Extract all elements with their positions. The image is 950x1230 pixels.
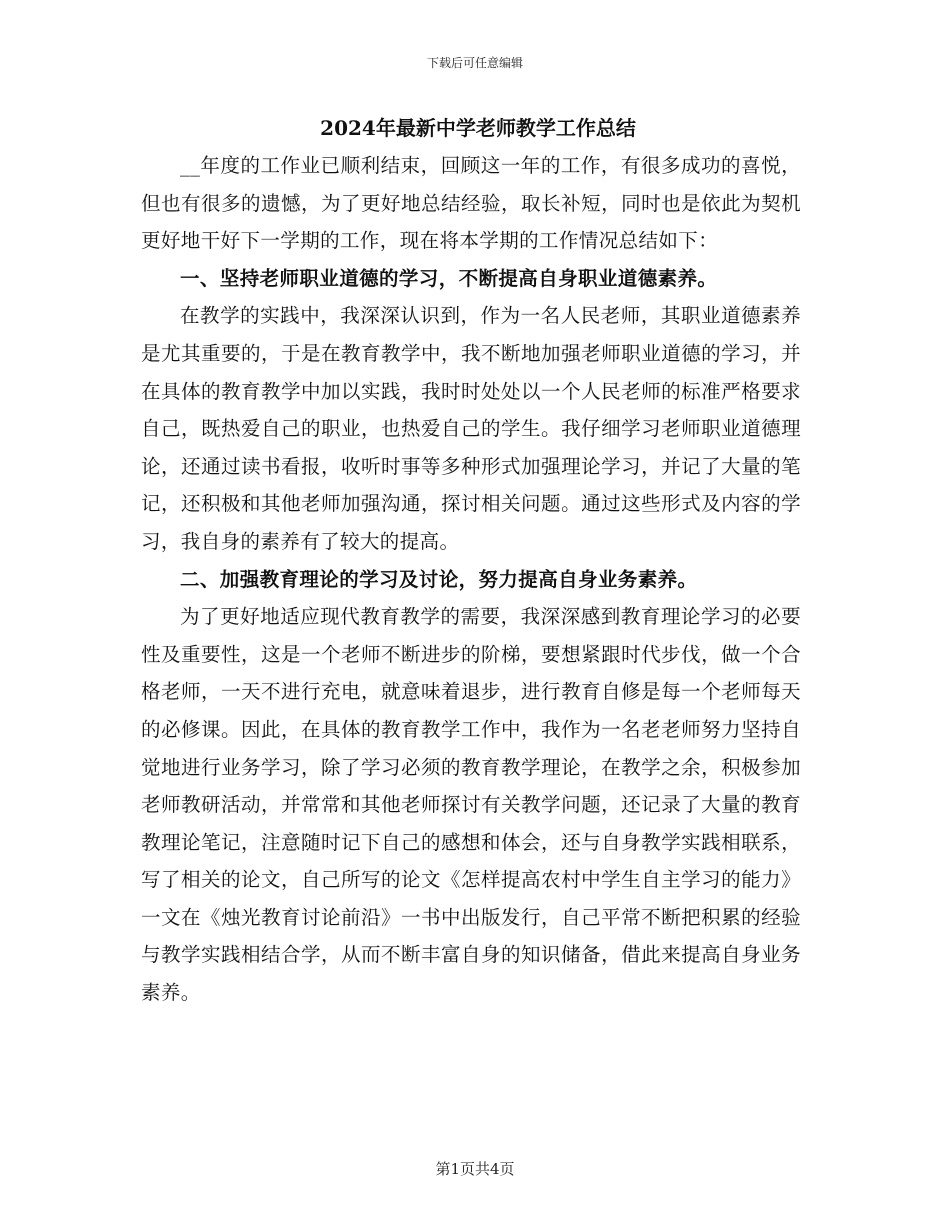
document-body — [141, 112, 801, 1012]
section-2-body: 为了更好地适应现代教育教学的需要，我深深感到教育理论学习的必要性及重要性，这是一个老师不断进步的阶梯，要想紧跟时代步伐，做一个合格老师，一天不进行充电，就意味着退步，进行教育自修是每一个老师每天的必修课。因此，在具体的教育教学工作中，我作为一名老老师努力坚持自觉地进行业务学习，除了学习必须的教育教学理论，在教学之余，积极参加老师教研活动，并常常和其他老师探讨有关教学问题，还记录了大量的教育教理论笔记，注意随时记下自己的感想和体会，还与自身教学实践相联系，写了相关的论文，自己所写的论文《怎样提高农村中学生自主学习的能力》一文在《烛光教育讨论前沿》一书中出版发行，自己平常不断把积累的经验与教学实践相结合学，从而不断丰富自身的知识储备，借此来提高自身业务素养。 — [141, 605, 801, 1005]
section-1-heading: 一、坚持老师职业道德的学习，不断提高自身职业道德素养。 — [180, 266, 718, 290]
intro-paragraph: __年度的工作业已顺利结束，回顾这一年的工作，有很多成功的喜悦，但也有很多的遗憾，为了更好地总结经验，取长补短，同时也是依此为契机更好地干好下一学期的工作，现在将本学期的工作情况总结如下： — [141, 154, 801, 253]
document-title: 2024年最新中学老师教学工作总结 — [320, 116, 636, 140]
section-2-heading: 二、加强教育理论的学习及讨论，努力提高自身业务素养。 — [180, 567, 698, 591]
header-note: 下载后可任意编辑 — [426, 56, 523, 70]
page-footer: 第1页共4页 — [435, 1160, 515, 1178]
section-1-body: 在教学的实践中，我深深认识到，作为一名人民老师，其职业道德素养是尤其重要的，于是在教育教学中，我不断地加强老师职业道德的学习，并在具体的教育教学中加以实践，我时时处处以一个人民老师的标准严格要求自己，既热爱自己的职业，也热爱自己的学生。我仔细学习老师职业道德理论，还通过读书看报，收听时事等多种形式加强理论学习，并记了大量的笔记，还积极和其他老师加强沟通，探讨相关问题。通过这些形式及内容的学习，我自身的素养有了较大的提高。 — [141, 304, 801, 553]
